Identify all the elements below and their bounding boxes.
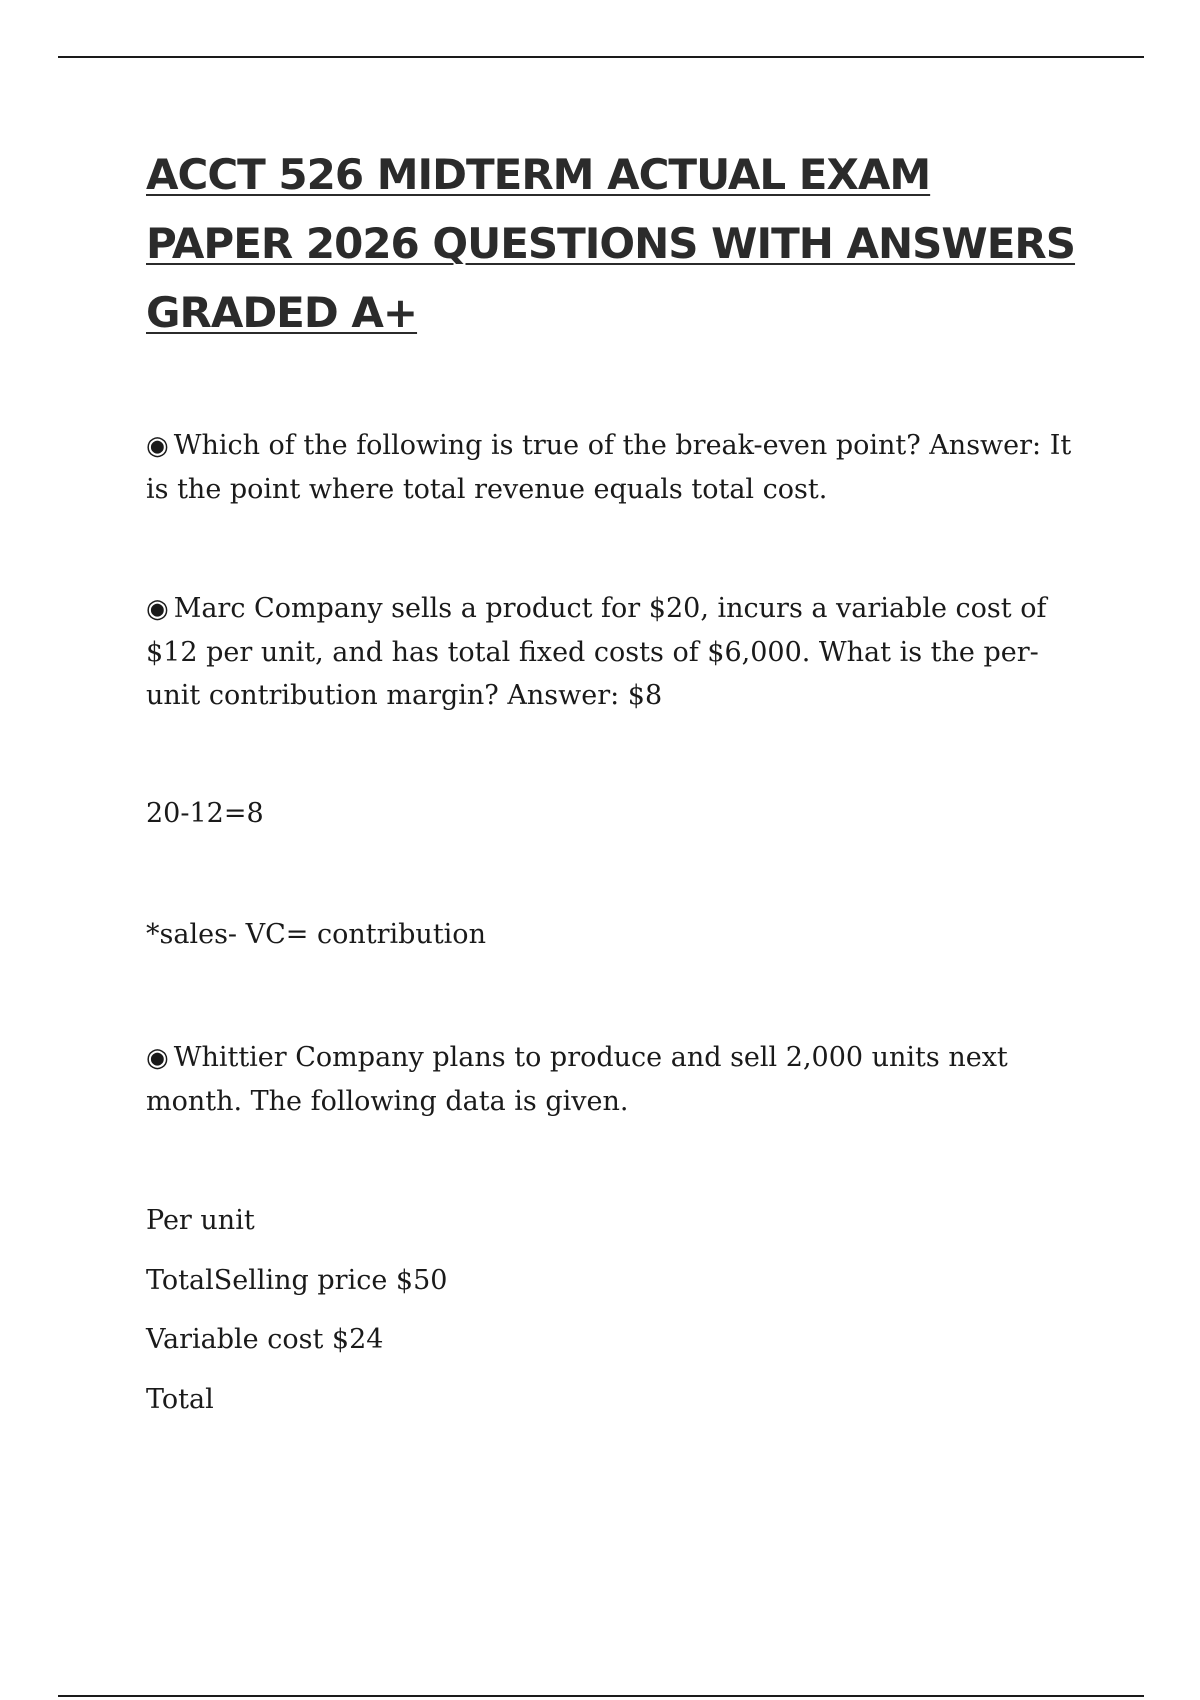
data-line-variable-cost: Variable cost $24	[146, 1324, 384, 1355]
question-3	[146, 1036, 1086, 1123]
question-1-text: Which of the following is true of the break-even point? Answer: It is the point where total revenue equals total cost.	[146, 430, 1072, 505]
document-title: ACCT 526 MIDTERM ACTUAL EXAM PAPER 2026 QUESTIONS WITH ANSWERS GRADED A+	[146, 150, 1076, 337]
bottom-divider	[58, 1695, 1144, 1697]
data-line-per-unit: Per unit	[146, 1205, 255, 1236]
radio-bullet-icon: ◉	[146, 594, 169, 624]
question-1	[146, 424, 1086, 511]
question-2-text: Marc Company sells a product for $20, incurs a variable cost of $12 per unit, and has total fixed costs of $6,000. What is the per-unit contribution margin? Answer: $8	[146, 593, 1047, 711]
data-line-total: Total	[146, 1384, 214, 1415]
calculation-line: 20-12=8	[146, 798, 264, 829]
formula-note: *sales- VC= contribution	[146, 919, 486, 950]
question-2	[146, 587, 1086, 717]
radio-bullet-icon: ◉	[146, 431, 169, 461]
question-3-text: Whittier Company plans to produce and sell 2,000 units next month. The following data is given.	[146, 1042, 1008, 1117]
top-divider	[58, 56, 1144, 58]
data-line-selling-price: TotalSelling price $50	[146, 1265, 448, 1296]
radio-bullet-icon: ◉	[146, 1043, 169, 1073]
